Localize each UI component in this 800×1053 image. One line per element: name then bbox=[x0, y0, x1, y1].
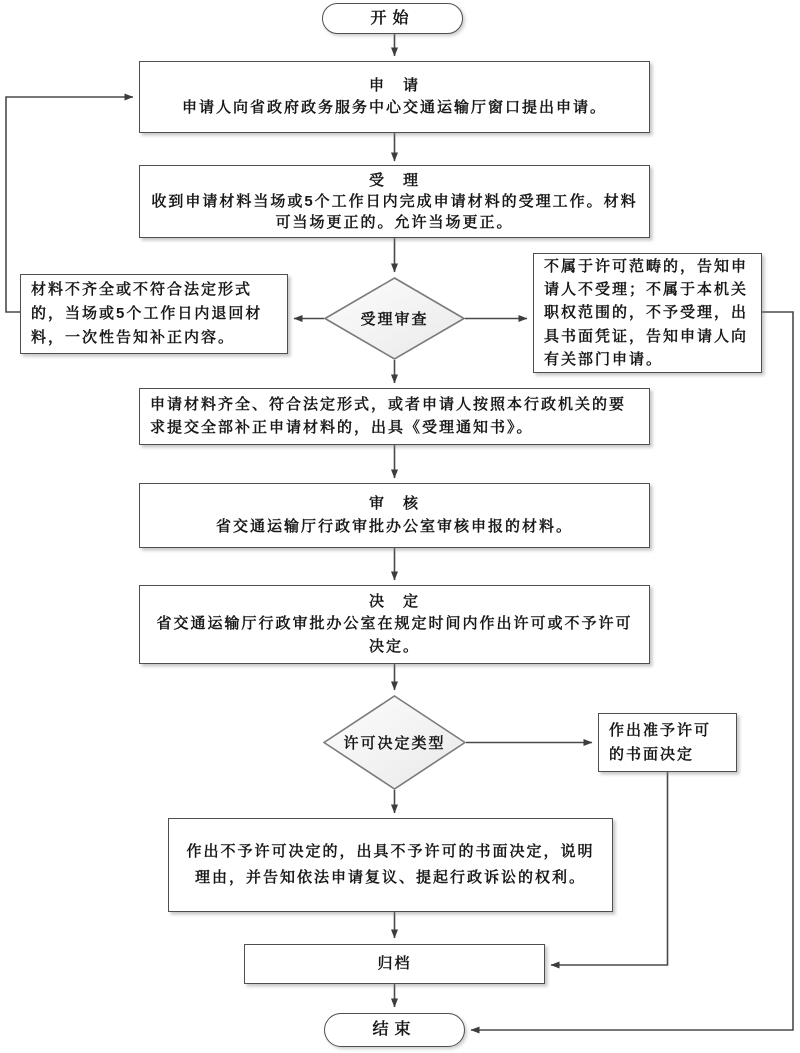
deny-decision-text: 作出不予许可决定的，出具不予许可的书面决定，说明理由，并告知依法申请复议、提起行政诉讼的权利。 bbox=[186, 842, 595, 886]
not-accepted-text: 不属于许可范畴的，告知申请人不受理；不属于本机关职权范围的，不予受理，出具书面凭证，告知申请人向有关部门申请。 bbox=[544, 257, 749, 368]
grant-decision-note bbox=[598, 713, 737, 772]
acceptance-notice-step bbox=[139, 388, 650, 445]
license-type-label: 许可决定类型 bbox=[343, 735, 446, 752]
end-label: 结束 bbox=[372, 1021, 417, 1038]
start-label: 开始 bbox=[370, 9, 415, 27]
decision-body: 省交通运输厅行政审批办公室在规定时间内作出许可或不予许可决定。 bbox=[156, 615, 633, 655]
decision-title: 决 定 bbox=[368, 592, 420, 610]
accept-step bbox=[139, 165, 650, 238]
apply-title: 申 请 bbox=[368, 76, 420, 94]
end-node bbox=[324, 1013, 465, 1047]
audit-title: 审 核 bbox=[368, 495, 420, 512]
acceptance-notice-text: 申请材料齐全、符合法定形式，或者申请人按照本行政机关的要求提交全部补正申请材料的，出具《受理通知书》。 bbox=[150, 396, 627, 436]
apply-body: 申请人向省政府政务服务中心交通运输厅窗口提出申请。 bbox=[181, 99, 607, 116]
decision-step bbox=[139, 585, 650, 664]
grant-decision-text: 作出准予许可的书面决定 bbox=[609, 721, 712, 763]
incomplete-materials-note bbox=[20, 274, 288, 354]
not-accepted-note bbox=[533, 253, 762, 373]
incomplete-materials-text: 材料不齐全或不符合法定形式的，当场或5个工作日内退回材料，一次性告知补正内容。 bbox=[31, 280, 263, 347]
acceptance-review-decision bbox=[324, 277, 465, 360]
archive-step bbox=[244, 944, 545, 984]
audit-step bbox=[139, 483, 650, 548]
acceptance-review-label: 受理审查 bbox=[360, 311, 429, 328]
archive-label: 归档 bbox=[377, 954, 412, 972]
deny-decision-step bbox=[168, 818, 613, 912]
start-node bbox=[322, 3, 463, 34]
audit-body: 省交通运输厅行政审批办公室审核申报的材料。 bbox=[215, 517, 573, 535]
license-type-decision bbox=[323, 695, 466, 790]
accept-body: 收到申请材料当场或5个工作日内完成申请材料的受理工作。材料可当场更正的。允许当场更正。 bbox=[151, 193, 638, 231]
apply-step bbox=[139, 61, 650, 133]
accept-title: 受 理 bbox=[368, 172, 420, 189]
